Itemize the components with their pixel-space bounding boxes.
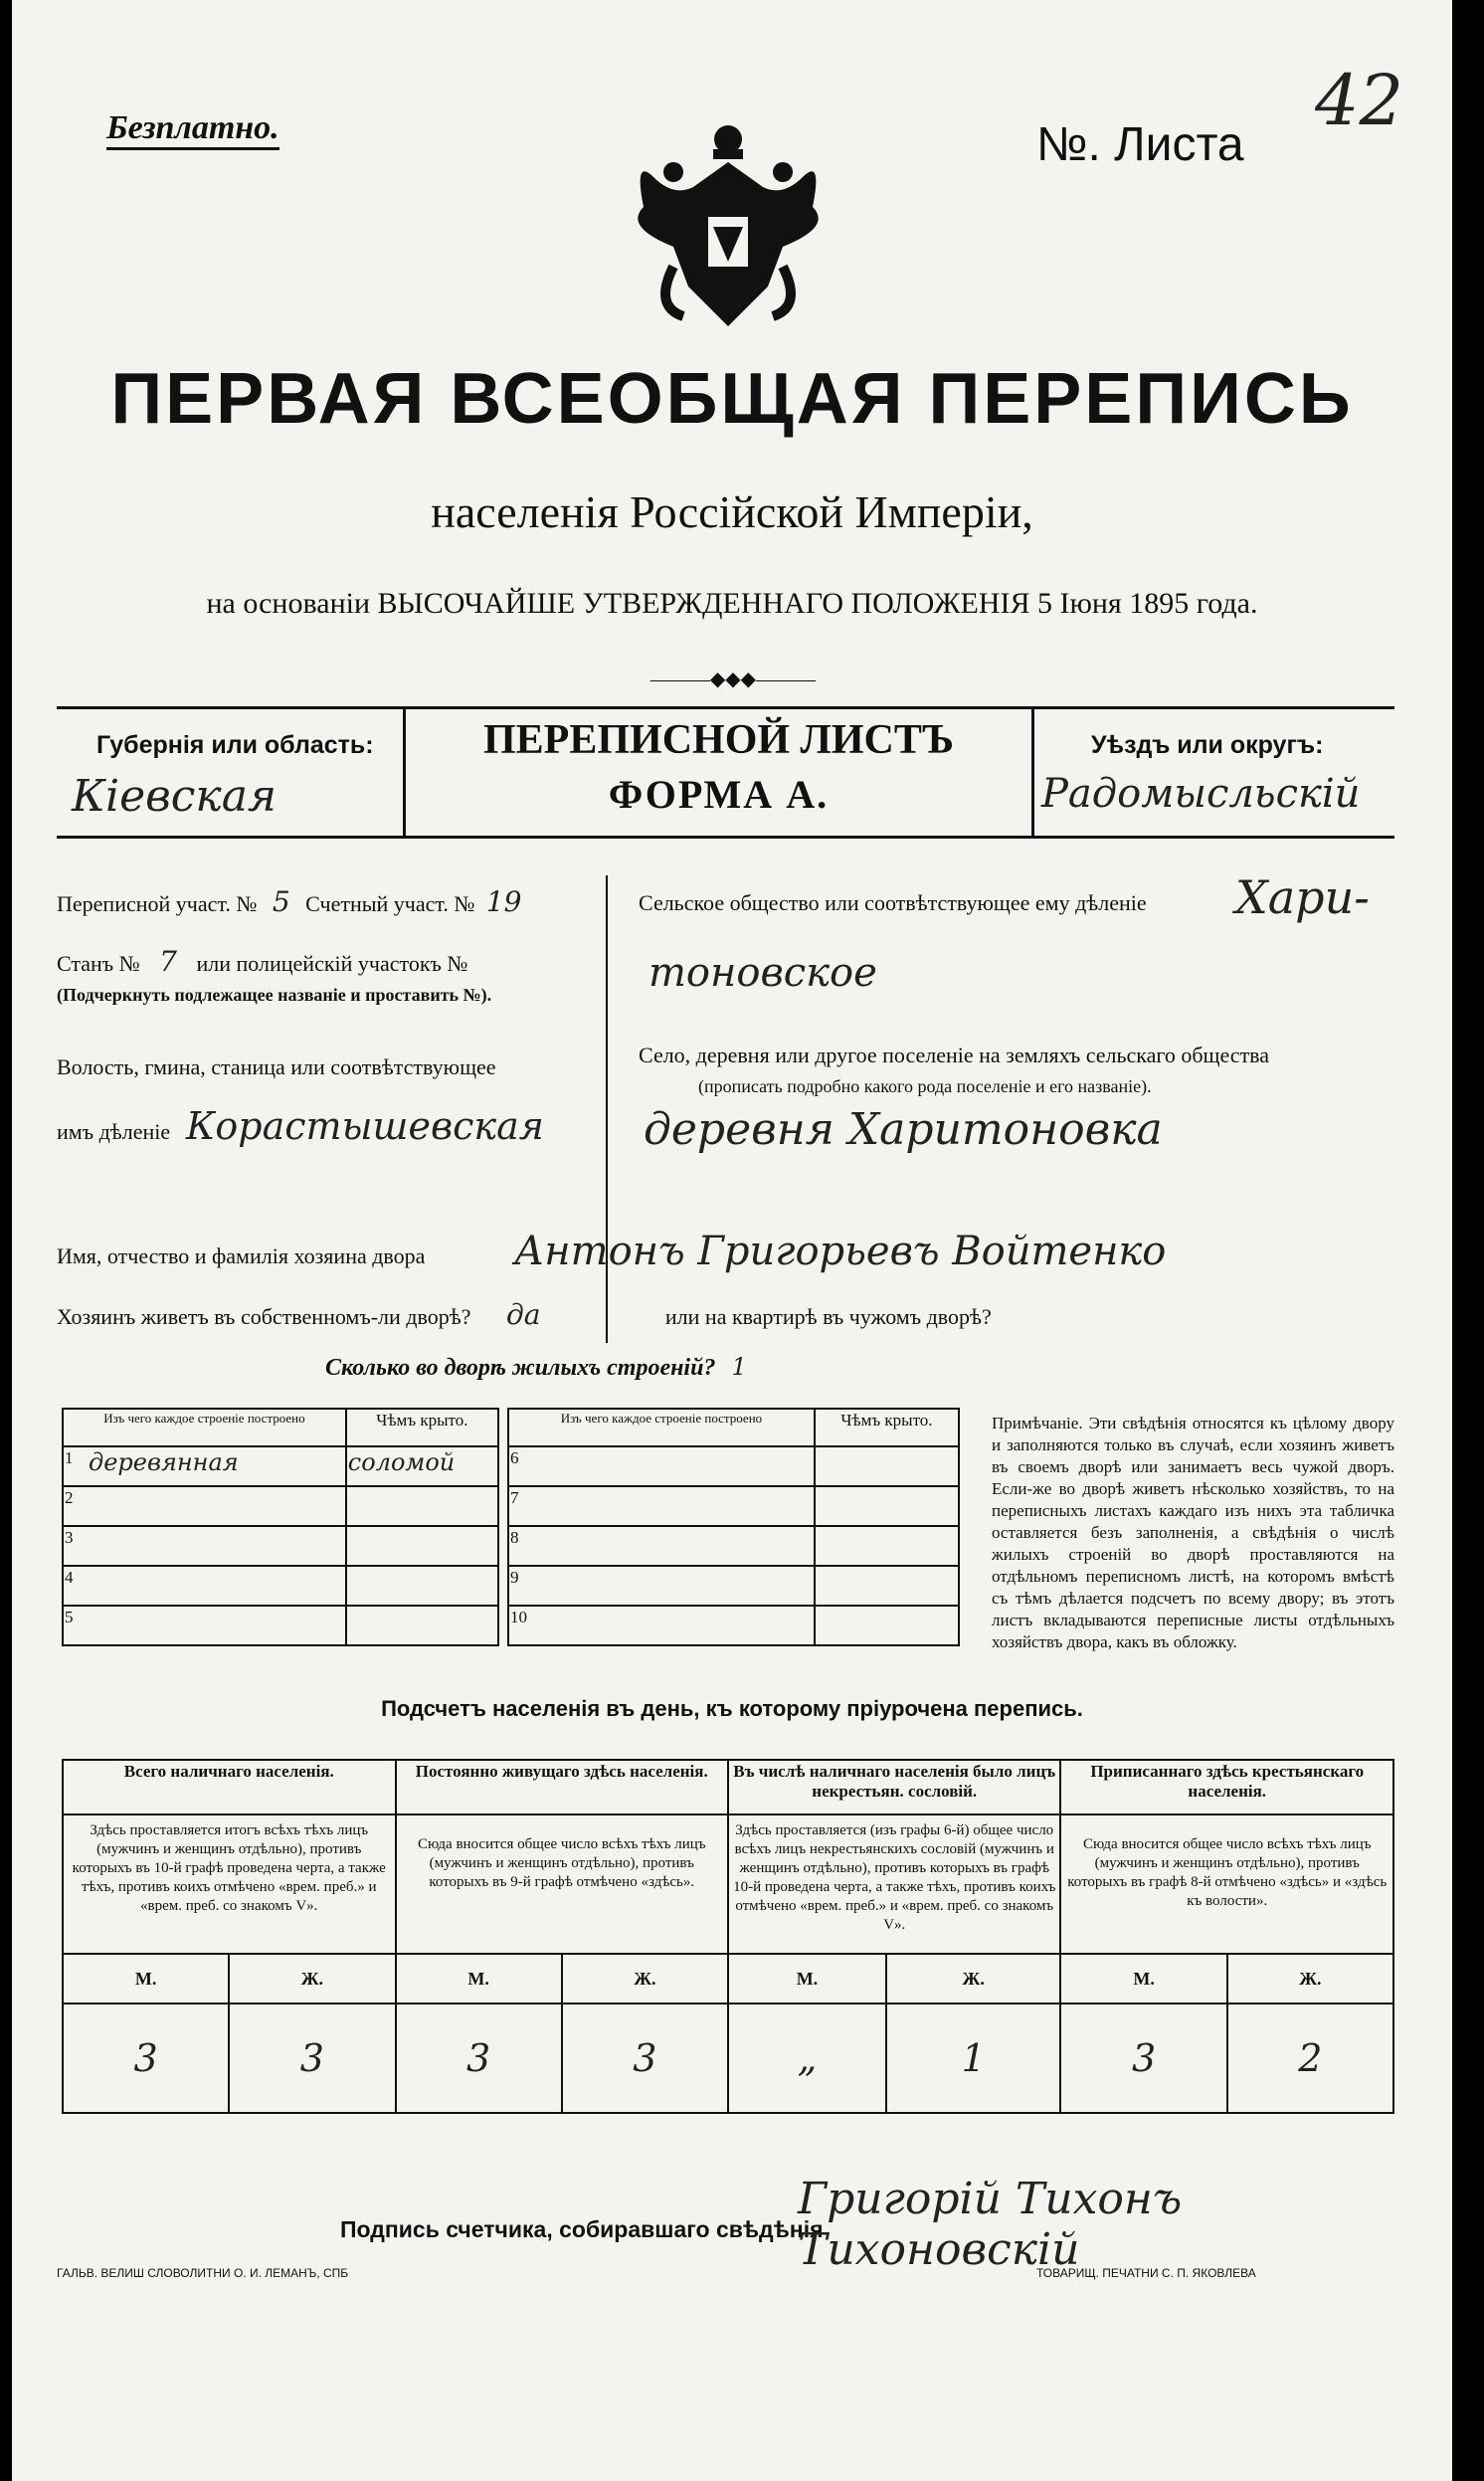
- male-count: 3: [396, 2004, 562, 2113]
- material-value: [88, 1526, 346, 1566]
- signature-value: Григорій Тихонъ Тихоновскій: [798, 2174, 1183, 2275]
- row-number: 4: [63, 1566, 88, 1606]
- count-col-desc: Сюда вносится общее число всѣхъ тѣхъ лицъ (мужчинъ и женщинъ отдѣльно), противъ которыхъ въ графѣ 8-й отмѣчено «здѣсь» и «здѣсь къ волости».: [1060, 1814, 1393, 1954]
- count-heading: Подсчетъ населенія въ день, къ которому пріурочена перепись.: [381, 1696, 1083, 1721]
- stan-value: 7: [159, 945, 177, 978]
- imperial-eagle-emblem: [614, 117, 842, 346]
- material-value: деревянная: [88, 1446, 346, 1486]
- material-value: [537, 1486, 815, 1526]
- selo-label: Село, деревня или другое поселеніе на земляхъ сельскаго общества: [639, 1043, 1270, 1067]
- lives-other-label: или на квартирѣ въ чужомъ дворѣ?: [664, 1304, 992, 1329]
- material-value: [537, 1446, 815, 1486]
- row-number: 3: [63, 1526, 88, 1566]
- census-title: ПЕРВАЯ ВСЕОБЩАЯ ПЕРЕПИСЬ: [110, 359, 1354, 439]
- roof-value: [346, 1566, 498, 1606]
- roof-value: [815, 1606, 959, 1645]
- selsk-value-1: Хари-: [1235, 870, 1370, 924]
- underline-note: (Подчеркнуть подлежащее названіе и проставить №).: [57, 985, 492, 1005]
- row-number: 5: [63, 1606, 88, 1645]
- count-col-desc: Сюда вносится общее число всѣхъ тѣхъ лицъ (мужчинъ и женщинъ отдѣльно), противъ которыхъ въ 9-й графѣ отмѣчено «здѣсь».: [396, 1814, 729, 1954]
- uezd-value: Радомысльскій: [1041, 771, 1361, 817]
- buildings-table-left: [62, 1408, 499, 1646]
- lives-label: Хозяинъ живетъ въ собственномъ-ли дворѣ?: [57, 1304, 471, 1329]
- selo-note: (прописать подробно какого рода поселеніе и его названіе).: [698, 1076, 1152, 1096]
- material-value: [537, 1526, 815, 1566]
- selsk-value-2: тоновское: [649, 950, 877, 996]
- roof-value: [346, 1526, 498, 1566]
- schet-uchastok-label: Счетный участ. №: [305, 891, 475, 916]
- buildings-col-roof: Чѣмъ крыто.: [815, 1409, 959, 1446]
- female-header: Ж.: [562, 1954, 728, 2004]
- count-col-title: Всего наличнаго населенія.: [63, 1760, 396, 1814]
- lives-row: [57, 1298, 992, 1331]
- police-label: или полицейскій участокъ №: [196, 951, 468, 976]
- roof-value: [346, 1486, 498, 1526]
- lives-value: да: [505, 1298, 541, 1331]
- gubernia-value: Кіевская: [72, 771, 278, 822]
- perepis-uchastok-label: Переписной участ. №: [57, 891, 258, 916]
- row-number: 1: [63, 1446, 88, 1486]
- form-subtitle: ФОРМА А.: [608, 772, 830, 817]
- male-header: М.: [396, 1954, 562, 2004]
- material-value: [537, 1566, 815, 1606]
- stan-row: [57, 945, 467, 978]
- header-box-divider-right: [1031, 706, 1034, 839]
- stan-label: Станъ №: [57, 951, 140, 976]
- roof-value: [815, 1486, 959, 1526]
- material-value: [537, 1606, 815, 1645]
- signature-label: Подпись счетчика, собиравшаго свѣдѣнія: [340, 2216, 824, 2242]
- count-col-desc: Здѣсь проставляется (изъ графы 6-й) общее число всѣхъ лицъ некрестьянскихъ сословій (мужчинъ и женщинъ отдѣльно), противъ которыхъ въ графѣ 10-й проведена черта, а также тѣхъ, противъ коихъ отмѣчено «врем. преб.» и «врем. преб. со знакомъ V».: [728, 1814, 1060, 1954]
- uezd-label: Уѣздъ или округъ:: [1091, 731, 1324, 759]
- row-number: 6: [508, 1446, 537, 1486]
- male-header: М.: [63, 1954, 229, 2004]
- header-box-top: [57, 706, 1394, 709]
- female-count: 3: [562, 2004, 728, 2113]
- material-value: [88, 1486, 346, 1526]
- sheet-number-value: 42: [1315, 60, 1404, 141]
- free-label: Безплатно.: [106, 109, 279, 150]
- female-header: Ж.: [229, 1954, 395, 2004]
- census-basis: на основаніи ВЫСОЧАЙШЕ УТВЕРЖДЕННАГО ПОЛОЖЕНІЯ 5 Іюня 1895 года.: [206, 587, 1258, 620]
- owner-label: Имя, отчество и фамилія хозяина двора: [57, 1243, 426, 1268]
- volost-value: Корастышевская: [186, 1104, 544, 1148]
- row-number: 8: [508, 1526, 537, 1566]
- female-header: Ж.: [1227, 1954, 1393, 2004]
- selo-value: деревня Харитоновка: [644, 1104, 1163, 1155]
- census-form-sheet: [12, 0, 1452, 2481]
- male-count: 3: [63, 2004, 229, 2113]
- volost-label-line1: Волость, гмина, станица или соотвѣтствующее: [57, 1054, 496, 1079]
- perepis-uchastok-value: 5: [272, 885, 290, 918]
- buildings-col-roof: Чѣмъ крыто.: [346, 1409, 498, 1446]
- count-col-title: Въ числѣ наличнаго населенія было лицъ некрестьян. сословій.: [728, 1760, 1060, 1814]
- roof-value: соломой: [346, 1446, 498, 1486]
- row-number: 9: [508, 1566, 537, 1606]
- printer-left: ГАЛЬВ. ВЕЛИШ СЛОВОЛИТНИ О. И. ЛЕМАНЪ, СПБ: [57, 2266, 349, 2280]
- female-count: 1: [886, 2004, 1061, 2113]
- volost-label-line2: имъ дѣленіе: [57, 1119, 171, 1144]
- printer-right: ТОВАРИЩ. ПЕЧАТНИ С. П. ЯКОВЛЕВА: [1036, 2266, 1256, 2280]
- male-count: „: [728, 2004, 886, 2113]
- ornament-divider: ―――◆◆◆―――: [649, 668, 817, 690]
- owner-value: Антонъ Григорьевъ Войтенко: [514, 1229, 1167, 1274]
- count-col-title: Постоянно живущаго здѣсь населенія.: [396, 1760, 729, 1814]
- roof-value: [346, 1606, 498, 1645]
- material-value: [88, 1566, 346, 1606]
- population-count-table: [62, 1759, 1394, 2114]
- perepis-uchastok-row: [57, 885, 522, 918]
- selsk-label: Сельское общество или соотвѣтствующее ему дѣленіе: [639, 890, 1147, 915]
- form-title: ПЕРЕПИСНОЙ ЛИСТЪ: [483, 717, 954, 763]
- sheet-number-label: [1036, 117, 1244, 172]
- sheet-label-text: №. Листа: [1036, 118, 1244, 171]
- female-count: 2: [1227, 2004, 1393, 2113]
- buildings-table-right: [507, 1408, 960, 1646]
- count-col-title: Приписаннаго здѣсь крестьянскаго населенія.: [1060, 1760, 1393, 1814]
- row-number: 7: [508, 1486, 537, 1526]
- male-header: М.: [728, 1954, 886, 2004]
- header-box-bottom: [57, 836, 1394, 839]
- roof-value: [815, 1566, 959, 1606]
- material-value: [88, 1606, 346, 1645]
- schet-uchastok-value: 19: [485, 885, 522, 918]
- roof-value: [815, 1446, 959, 1486]
- buildings-row: [325, 1353, 747, 1382]
- buildings-label: Сколько во дворѣ жилыхъ строеній?: [325, 1355, 716, 1381]
- female-count: 3: [229, 2004, 395, 2113]
- buildings-col-material: Изъ чего каждое строеніе построено: [63, 1409, 346, 1446]
- census-subtitle: населенія Россійской Имперіи,: [431, 486, 1033, 537]
- count-col-desc: Здѣсь проставляется итогъ всѣхъ тѣхъ лицъ (мужчинъ и женщинъ отдѣльно), противъ которыхъ въ 10-й графѣ проведена черта, а также тѣхъ, противъ коихъ отмѣчено «врем. преб.» и «врем. преб. со знакомъ V».: [63, 1814, 396, 1954]
- male-count: 3: [1060, 2004, 1226, 2113]
- male-header: М.: [1060, 1954, 1226, 2004]
- gubernia-label: Губернія или область:: [96, 731, 374, 759]
- row-number: 2: [63, 1486, 88, 1526]
- row-number: 10: [508, 1606, 537, 1645]
- buildings-value: 1: [731, 1353, 747, 1381]
- female-header: Ж.: [886, 1954, 1061, 2004]
- buildings-col-material: Изъ чего каждое строеніе построено: [508, 1409, 815, 1446]
- buildings-note: Примѣчаніе. Эти свѣдѣнія относятся къ цѣлому двору и заполняются только въ случаѣ, если хозяинъ живетъ въ своемъ дворѣ или занимаетъ весь чужой дворъ. Если-же во дворѣ живетъ нѣсколько хозяйствъ, то на переписныхъ листахъ каждаго изъ нихъ эта табличка оставляется безъ заполненія, а свѣдѣнія о числѣ жилыхъ строеній во дворѣ проставляются на отдѣльномъ переписномъ листѣ, на которомъ вмѣстѣ съ тѣмъ дѣлается подсчетъ по всему двору; въ этотъ листъ вкладываются переписные листы отдѣльныхъ хозяйствъ двора, какъ въ обложку.: [992, 1414, 1394, 1651]
- roof-value: [815, 1526, 959, 1566]
